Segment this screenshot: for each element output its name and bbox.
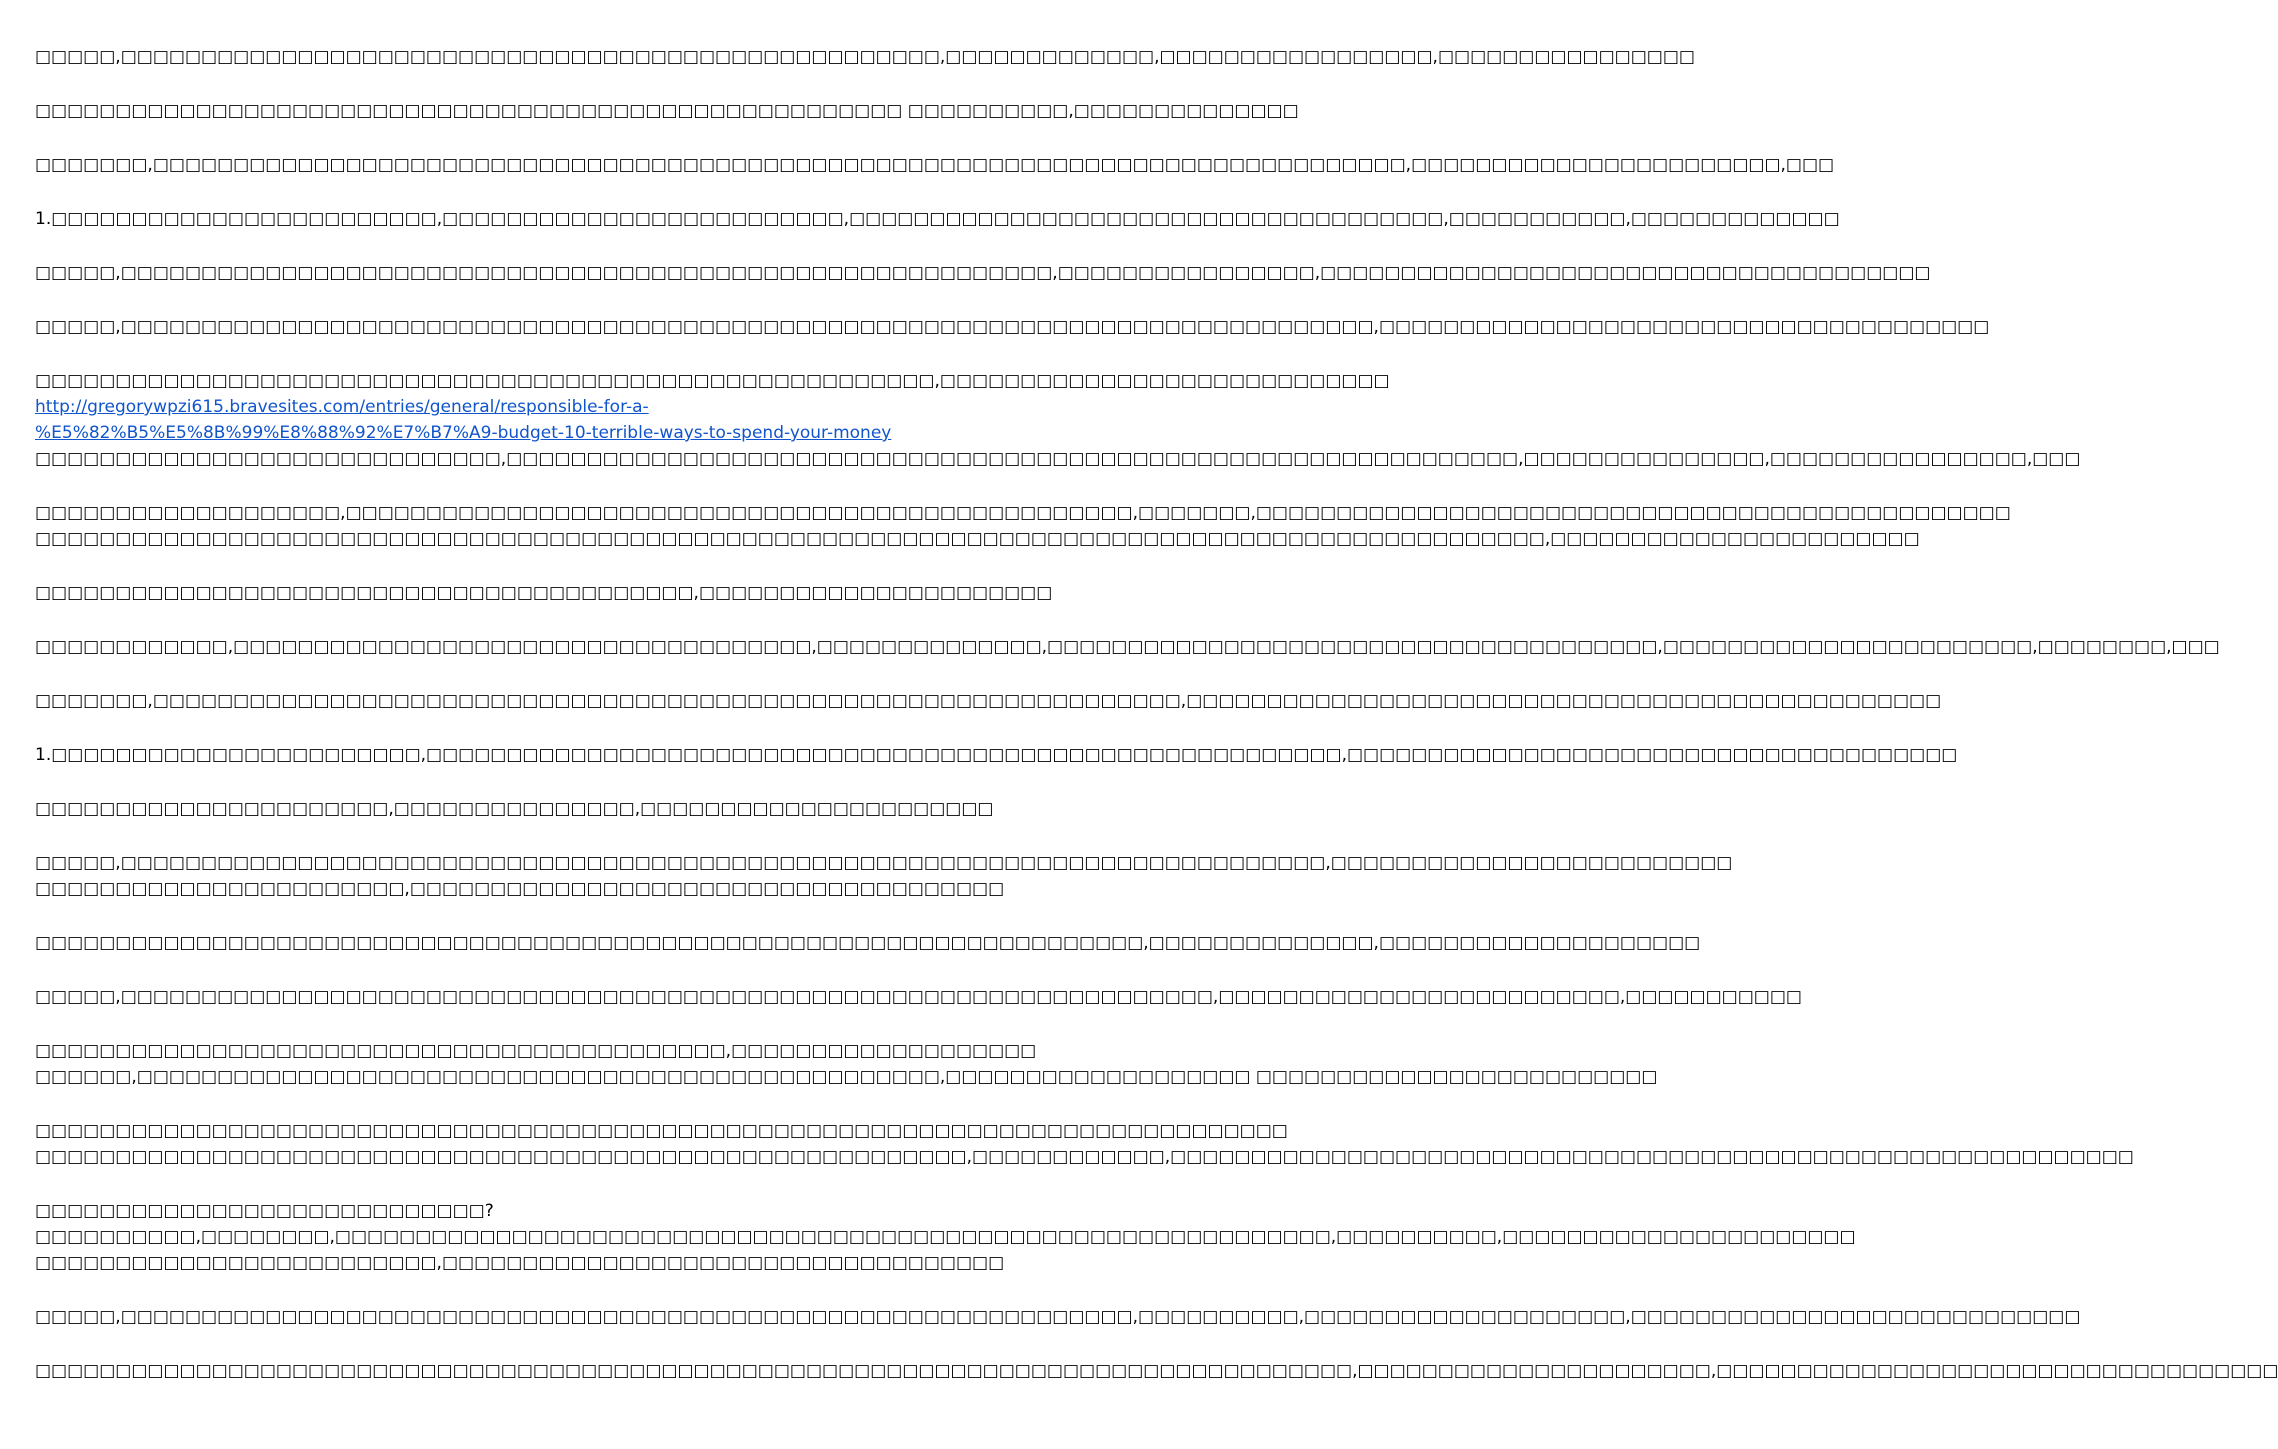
text-line: □□□□□□□□□□□□□□□□□□□□□□□□□□□□□□□□□□□□□□□□□□□□□□□□□□□□□□□□□□□□□□□□□□□□□,□□□□□□□□□□□□□□,□□□□□□□□□□□□□□□□□□□□ — [35, 933, 1701, 953]
paragraph-8 — [35, 500, 2011, 552]
text-line: □□□□□□□□□□□□□□□□□□□□□□□□□□□□□□□□□□□□□□□□□□□□□□□□□□□□□□□□□□□□□□□□□□□□□□□□□□□□□□□□□□,□□□□□□□□□□□□□□□□□□□□□□,□□□□□□□□□□□□□□□□□□□□□□□□□□□□□□□□□□□ — [35, 1361, 2278, 1381]
text-line: □□□□□,□□□□□□□□□□□□□□□□□□□□□□□□□□□□□□□□□□□□□□□□□□□□□□□□□□□,□□□□□□□□□□□□□,□□□□□□□□□□□□□□□□□,□□□□□□□□□□□□□□□□ — [35, 47, 1695, 67]
text-line: □□□□□□□,□□□□□□□□□□□□□□□□□□□□□□□□□□□□□□□□□□□□□□□□□□□□□□□□□□□□□□□□□□□□□□□□,□□□□□□□□□□□□□□□□□□□□□□□□□□□□□□□□□□□□□□□□□□□□□□□ — [35, 691, 1942, 711]
paragraph-13 — [35, 796, 994, 822]
text-line: □□□□□□□,□□□□□□□□□□□□□□□□□□□□□□□□□□□□□□□□□□□□□□□□□□□□□□□□□□□□□□□□□□□□□□□□□□□□□□□□□□□□□□,□□□□□□□□□□□□□□□□□□□□□□□,□□□ — [35, 155, 1835, 175]
text-line: □□□□□□□□□□□□□□□□□□□□□□□,□□□□□□□□□□□□□□□□□□□□□□□□□□□□□□□□□□□□□ — [35, 879, 1005, 899]
text-line: □□□□□□□□□□□□□□□□□□□□□□□□□□□□□□□□□□□□□□□□□□□□□□□□□□□□□□ □□□□□□□□□□,□□□□□□□□□□□□□□ — [35, 101, 1299, 121]
paragraph-6 — [35, 314, 1990, 340]
paragraph-21 — [35, 1358, 2278, 1384]
text-line: □□□□□,□□□□□□□□□□□□□□□□□□□□□□□□□□□□□□□□□□□□□□□□□□□□□□□□□□□□□□□□□□,□□□□□□□□□□□□□□□□,□□□□□□□□□□□□□□□□□□□□□□□□□□□□□□□□□□□□□□ — [35, 263, 1931, 283]
text-line: □□□□□□□□□□□□□□□□□□□□□□□□□□□□□□□□□□□□□□□□□□□□□□□□□□□□□□□□□□,□□□□□□□□□□□□,□□□□□□□□□□□□□□□□□□□□□□□□□□□□□□□□□□□□□□□□□□□□□□□□□□□□□□□□□□□□ — [35, 1147, 2134, 1167]
paragraph-5 — [35, 260, 1931, 286]
paragraph-16 — [35, 984, 1802, 1010]
paragraph-3 — [35, 152, 1835, 178]
link-text-line-2: %E5%82%B5%E5%8B%99%E8%88%92%E7%B7%A9-budget-10-terrible-ways-to-spend-your-money — [35, 423, 892, 443]
paragraph-4 — [35, 206, 1840, 232]
paragraph-19 — [35, 1198, 1856, 1276]
text-line: □□□□□□□□□□□□,□□□□□□□□□□□□□□□□□□□□□□□□□□□□□□□□□□□□,□□□□□□□□□□□□□□,□□□□□□□□□□□□□□□□□□□□□□□□□□□□□□□□□□□□□□,□□□□□□□□□□□□□□□□□□□□□□□,□□□□□□□□,□□□ — [35, 637, 2220, 657]
paragraph-11 — [35, 688, 1942, 714]
text-line: □□□□□,□□□□□□□□□□□□□□□□□□□□□□□□□□□□□□□□□□□□□□□□□□□□□□□□□□□□□□□□□□□□□□□□□□□□□□□□□□□□□□,□□□□□□□□□□□□□□□□□□□□□□□□□□□□□□□□□□□□□□ — [35, 317, 1990, 337]
paragraph-17 — [35, 1038, 1658, 1090]
paragraph-18 — [35, 1118, 2134, 1170]
paragraph-14 — [35, 850, 1733, 902]
text-line: 1.□□□□□□□□□□□□□□□□□□□□□□□,□□□□□□□□□□□□□□□□□□□□□□□□□□□□□□□□□□□□□□□□□□□□□□□□□□□□□□□□□,□□□□□□□□□□□□□□□□□□□□□□□□□□□□□□□□□□□□□□ — [35, 745, 1958, 765]
text-line: □□□□□□□□□□□□□□□□□□□□□□□□□□□□□□□□□□□□□□□□□□□□□□□□□□□□□□□□□□□□□□□□□□□□□□□□□□□□□□□□□□□□□□□□□□□□□□,□□□□□□□□□□□□□□□□□□□□□□□ — [35, 529, 1920, 549]
text-line: □□□□□□,□□□□□□□□□□□□□□□□□□□□□□□□□□□□□□□□□□□□□□□□□□□□□□□□□□,□□□□□□□□□□□□□□□□□□□ □□□□□□□□□□□□□□□□□□□□□□□□□ — [35, 1067, 1658, 1087]
paragraph-2 — [35, 98, 1299, 124]
text-line: □□□□□□□□□□□□□□□□□□□,□□□□□□□□□□□□□□□□□□□□□□□□□□□□□□□□□□□□□□□□□□□□□□□□□,□□□□□□□,□□□□□□□□□□□□□□□□□□□□□□□□□□□□□□□□□□□□□□□□□□□□□□□ — [35, 503, 2011, 523]
paragraph-10 — [35, 634, 2220, 660]
text-line: □□□□□□□□□□□□□□□□□□□□□□□□□□□□□□□□□□□□□□□□□□□□□□□□□□□□□□□□,□□□□□□□□□□□□□□□□□□□□□□□□□□□□ — [35, 371, 1390, 391]
paragraph-9 — [35, 580, 1053, 606]
text-line: □□□□□□□□□□,□□□□□□□□,□□□□□□□□□□□□□□□□□□□□□□□□□□□□□□□□□□□□□□□□□□□□□□□□□□□□□□□□□□□□□□,□□□□□□□□□□,□□□□□□□□□□□□□□□□□□□□□□ — [35, 1227, 1856, 1247]
text-line: □□□□□,□□□□□□□□□□□□□□□□□□□□□□□□□□□□□□□□□□□□□□□□□□□□□□□□□□□□□□□□□□□□□□□,□□□□□□□□□□,□□□□□□□□□□□□□□□□□□□□,□□□□□□□□□□□□□□□□□□□□□□□□□□□□ — [35, 1307, 2081, 1327]
text-line: □□□□□,□□□□□□□□□□□□□□□□□□□□□□□□□□□□□□□□□□□□□□□□□□□□□□□□□□□□□□□□□□□□□□□□□□□□,□□□□□□□□□□□□□□□□□□□□□□□□□,□□□□□□□□□□□ — [35, 987, 1802, 1007]
paragraph-1 — [35, 44, 1695, 70]
text-line: □□□□□□□□□□□□□□□□□□□□□□□□□□□□□□□□□□□□□□□□□□□□□□□□□□□□□□□□□□□□□□□□□□□□□□□□□□□□□□ — [35, 1121, 1288, 1141]
document-body — [35, 44, 2278, 1412]
external-link[interactable] — [35, 394, 990, 446]
text-line: □□□□□□□□□□□□□□□□□□□□□□,□□□□□□□□□□□□□□□,□□□□□□□□□□□□□□□□□□□□□□ — [35, 799, 994, 819]
text-line: □□□□□□□□□□□□□□□□□□□□□□□□□□□□□,□□□□□□□□□□□□□□□□□□□□□□□□□□□□□□□□□□□□□□□□□□□□□□□□□□□□□□□□□□□□□□□,□□□□□□□□□□□□□□□,□□□□□□□□□□□□□□□□,□□□ — [35, 449, 2081, 469]
text-line: □□□□□□□□□□□□□□□□□□□□□□□□□,□□□□□□□□□□□□□□□□□□□□□□□□□□□□□□□□□□□ — [35, 1253, 1005, 1273]
paragraph-15 — [35, 930, 1701, 956]
text-line: □□□□□□□□□□□□□□□□□□□□□□□□□□□□□□□□□□□□□□□□□,□□□□□□□□□□□□□□□□□□□□□□ — [35, 583, 1053, 603]
paragraph-12 — [35, 742, 1958, 768]
paragraph-20 — [35, 1304, 2081, 1330]
text-line: 1.□□□□□□□□□□□□□□□□□□□□□□□□,□□□□□□□□□□□□□□□□□□□□□□□□□,□□□□□□□□□□□□□□□□□□□□□□□□□□□□□□□□□□□□□,□□□□□□□□□□□,□□□□□□□□□□□□□ — [35, 209, 1840, 229]
text-line: □□□□□□□□□□□□□□□□□□□□□□□□□□□□? — [35, 1201, 494, 1221]
paragraph-7 — [35, 368, 2081, 472]
link-text-line-1: http://gregorywpzi615.bravesites.com/entries/general/responsible-for-a- — [35, 397, 649, 417]
text-line: □□□□□,□□□□□□□□□□□□□□□□□□□□□□□□□□□□□□□□□□□□□□□□□□□□□□□□□□□□□□□□□□□□□□□□□□□□□□□□□□□,□□□□□□□□□□□□□□□□□□□□□□□□□ — [35, 853, 1733, 873]
text-line: □□□□□□□□□□□□□□□□□□□□□□□□□□□□□□□□□□□□□□□□□□□,□□□□□□□□□□□□□□□□□□□ — [35, 1041, 1037, 1061]
